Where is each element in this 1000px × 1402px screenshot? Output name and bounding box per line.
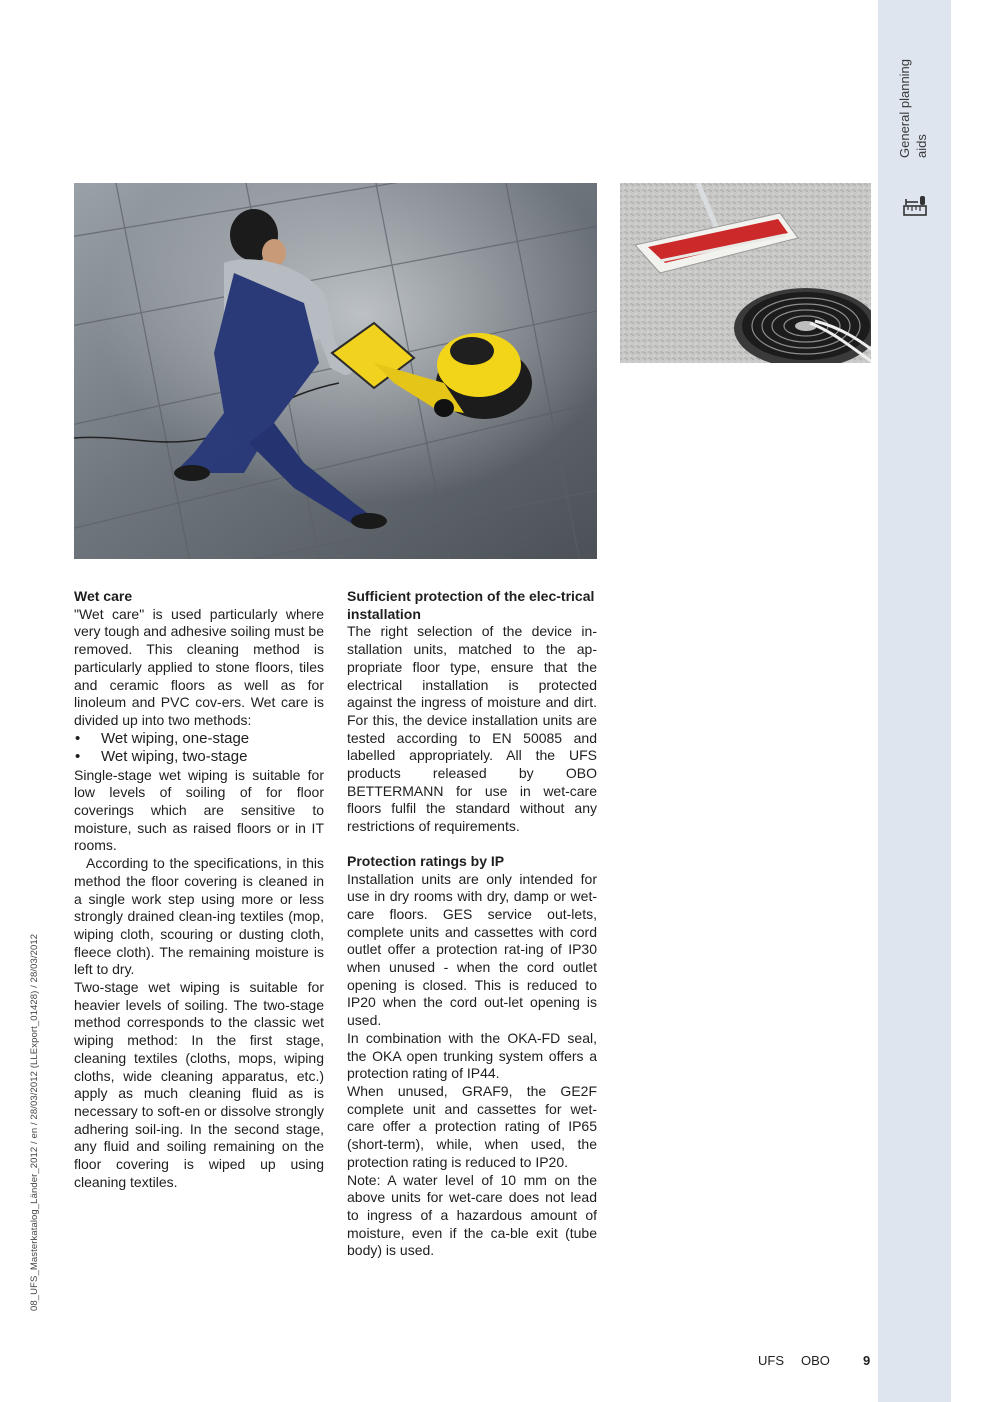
mop-floorbox-photo [620, 183, 871, 363]
ruler-tool-icon [902, 195, 928, 217]
ip-ratings-paragraph: Installation units are only intended for use in dry rooms with dry, damp or wet-care floors. GES service out-lets, complete units and cassettes with cord outlet offer a protection rat-ing of IP30 when unused - when the cord outlet opening is closed. This is reduced to IP20 when the cord out-let opening is used. [347, 870, 597, 1029]
wet-care-method-list [74, 730, 324, 767]
oka-paragraph: In combination with the OKA-FD seal, the OKA open trunking system offers a protection rating of IP44. [347, 1029, 597, 1082]
document-reference-code: 08_UFS_Masterkatalog_Länder_2012 / en / 28/03/2012 (LLExport_01428) / 28/03/2012 [29, 933, 40, 1311]
sidebar-title-line1: General planning [897, 58, 912, 158]
note-paragraph: Note: A water level of 10 mm on the above units for wet-care does not lead to ingress of a hazardous amount of moisture, even if the ca-ble exit (tube body) is used. [347, 1171, 597, 1259]
sidebar-title-line2: aids [914, 134, 929, 158]
page-number: 9 [863, 1353, 871, 1368]
list-item: • Wet wiping, two-stage [74, 748, 324, 767]
list-item: • Wet wiping, one-stage [74, 730, 324, 749]
electrical-protection-paragraph: The right selection of the device in-stallation units, matched to the ap-propriate floor type, ensure that the electrical installation is protected against the ingress of moisture and dirt. For this, the device installation units are tested according to EN 50085 and labelled appropriately. All the UFS products released by OBO BETTERMANN for use in wet-care floors fulfil the standard without any restrictions of requirements. [347, 623, 597, 835]
graf9-paragraph: When unused, GRAF9, the GE2F complete unit and cassettes for wet-care offer a protection rating of IP65 (short-term), while, when used, the protection rating is reduced to IP20. [347, 1082, 597, 1170]
floor-cleaning-photo [74, 183, 597, 559]
two-stage-paragraph: Two-stage wet wiping is suitable for heavier levels of soiling. The two-stage method corresponds to the classic wet wiping method: In the first stage, cleaning textiles (cloths, mops, wiping cloths, wide cleaning apparatus, etc.) apply as much cleaning fluid as is necessary to soft-en or dissolve strongly adhering soil-ing. In the second stage, any fluid and soiling remaining on the floor covering is wiped up using cleaning textiles. [74, 979, 324, 1190]
footer-brand-ufs: UFS [758, 1353, 784, 1368]
ip-ratings-heading: Protection ratings by IP [347, 852, 505, 869]
footer-brand-obo: OBO [801, 1353, 830, 1368]
wet-care-heading: Wet care [74, 588, 133, 604]
electrical-protection-heading: Sufficient protection of the elec-trical installation [347, 588, 595, 622]
single-stage-paragraph: Single-stage wet wiping is suitable for low levels of soiling of for floor coverings which are sensitive to moisture, such as raised floors or in IT rooms. [74, 766, 324, 854]
sidebar-title [896, 59, 930, 158]
right-column [347, 588, 597, 1260]
wet-care-intro: "Wet care" is used particularly where very tough and adhesive soiling must be removed. This cleaning method is particularly applied to stone floors, tiles and ceramic floors as well as for linoleum and PVC cov-ers. Wet care is divided up into two methods: [74, 605, 324, 728]
left-column [74, 588, 324, 1192]
specification-paragraph: According to the specifications, in this method the floor covering is cleaned in a single work step using more or less strongly drained clean-ing textiles (mop, wiping cloth, scouring or dusting cloth, fleece cloth). The remaining moisture is left to dry. [74, 855, 324, 978]
